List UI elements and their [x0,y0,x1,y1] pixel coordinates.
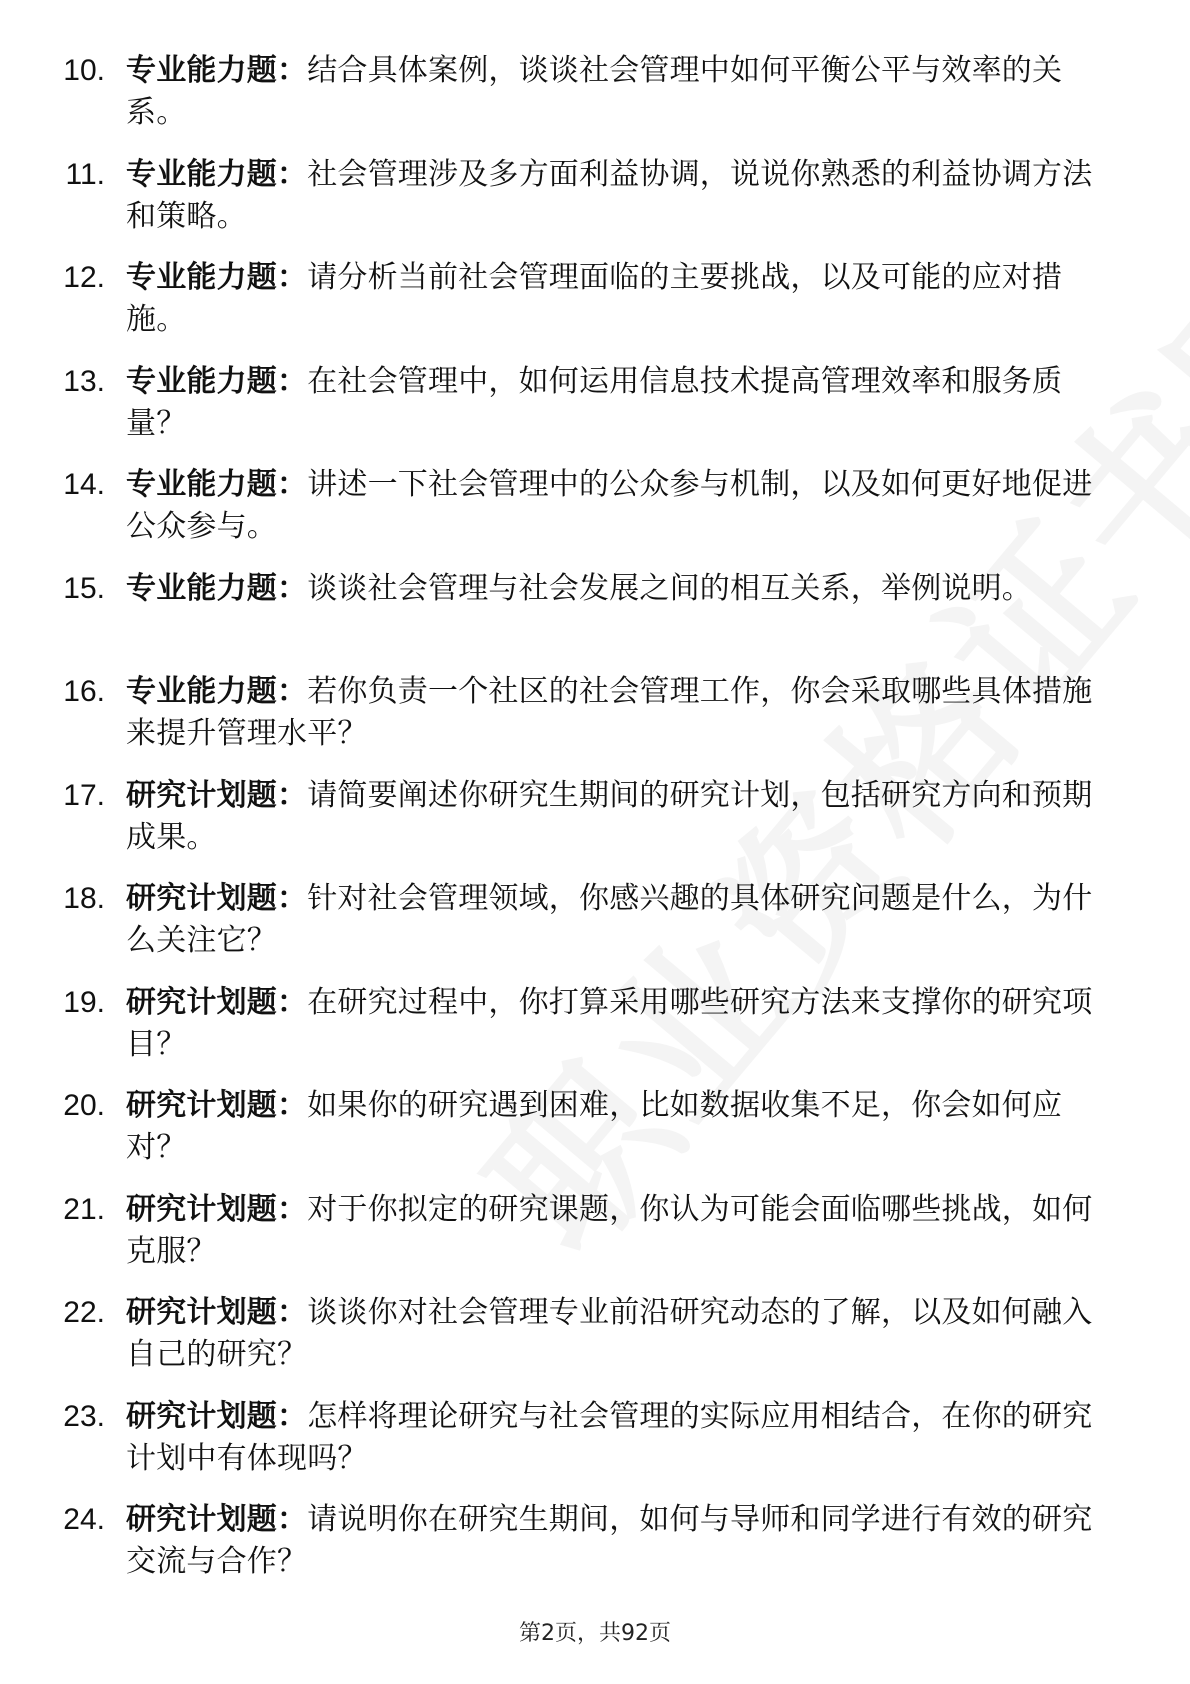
question-category: 专业能力题： [126,570,308,606]
question-text: 在社会管理中，如何运用信息技术提高管理效率和服务质量？ [126,363,1063,441]
question-body [126,50,1116,134]
question-category: 研究计划题： [126,1502,308,1537]
question-item [0,1189,1190,1293]
question-number: 17. [63,778,105,812]
question-text: 请说明你在研究生期间，如何与导师和同学进行有效的研究交流与合作？ [126,1502,1093,1579]
question-item [0,257,1190,361]
question-number: 23. [63,1399,105,1433]
page-number-footer: 第2页，共92页 [519,1621,671,1646]
question-item [0,464,1190,568]
question-body [126,671,1116,755]
question-item [0,775,1190,879]
question-body [126,464,1116,548]
question-body [126,1085,1116,1169]
question-number: 14. [63,468,105,501]
question-body [126,1189,1116,1273]
question-item [0,1085,1190,1189]
question-item [0,1396,1190,1500]
question-item [0,50,1190,154]
question-number: 16. [63,675,105,708]
question-text: 怎样将理论研究与社会管理的实际应用相结合，在你的研究计划中有体现吗？ [126,1398,1093,1476]
question-number: 13. [63,364,105,398]
question-text: 请简要阐述你研究生期间的研究计划，包括研究方向和预期成果。 [126,777,1093,855]
question-item [0,154,1190,258]
question-category: 专业能力题： [126,260,308,295]
question-category: 专业能力题： [126,467,308,502]
question-text: 针对社会管理领域，你感兴趣的具体研究问题是什么，为什么关注它？ [126,881,1093,958]
question-item [0,671,1190,775]
question-text: 对于你拟定的研究课题，你认为可能会面临哪些挑战，如何克服？ [126,1191,1093,1269]
question-category: 研究计划题： [126,984,308,1020]
question-category: 研究计划题： [126,1191,308,1227]
question-category: 专业能力题： [126,156,308,192]
question-number: 12. [63,261,105,294]
question-item [0,1499,1190,1603]
question-body [126,1396,1116,1480]
question-number: 24. [63,1503,105,1536]
question-body [126,361,1116,445]
question-category: 专业能力题： [126,53,308,88]
question-text: 结合具体案例，谈谈社会管理中如何平衡公平与效率的关系。 [126,53,1063,130]
question-number: 21. [63,1192,105,1226]
question-body [126,982,1116,1066]
question-text: 如果你的研究遇到困难，比如数据收集不足，你会如何应对？ [126,1088,1063,1165]
question-number: 15. [63,571,105,605]
question-number: 10. [63,54,105,87]
question-body [126,878,1116,962]
question-item [0,982,1190,1086]
question-body [126,1499,1116,1583]
question-item [0,361,1190,465]
question-text: 讲述一下社会管理中的公众参与机制，以及如何更好地促进公众参与。 [126,467,1093,544]
question-text: 社会管理涉及多方面利益协调，说说你熟悉的利益协调方法和策略。 [126,156,1093,234]
question-category: 研究计划题： [126,1398,308,1434]
question-body [126,568,1116,610]
question-body [126,775,1116,859]
question-text: 若你负责一个社区的社会管理工作，你会采取哪些具体措施来提升管理水平？ [126,674,1093,751]
question-category: 研究计划题： [126,1088,308,1123]
question-text: 在研究过程中，你打算采用哪些研究方法来支撑你的研究项目？ [126,984,1093,1062]
question-number: 19. [63,985,105,1019]
question-body [126,257,1116,341]
question-body [126,154,1116,238]
question-text: 谈谈你对社会管理专业前沿研究动态的了解，以及如何融入自己的研究？ [126,1295,1093,1372]
question-category: 专业能力题： [126,363,308,399]
question-body [126,1292,1116,1376]
question-text: 谈谈社会管理与社会发展之间的相互关系，举例说明。 [307,570,1033,606]
question-list [0,50,1190,1603]
question-number: 22. [63,1296,105,1329]
question-item [0,878,1190,982]
question-category: 研究计划题： [126,777,308,813]
question-number: 11. [65,157,105,191]
question-item [0,1292,1190,1396]
question-number: 18. [63,882,105,915]
question-number: 20. [63,1089,105,1122]
question-item [0,568,1190,672]
question-category: 研究计划题： [126,1295,308,1330]
question-text: 请分析当前社会管理面临的主要挑战，以及可能的应对措施。 [126,260,1063,337]
question-category: 研究计划题： [126,881,308,916]
question-category: 专业能力题： [126,674,308,709]
